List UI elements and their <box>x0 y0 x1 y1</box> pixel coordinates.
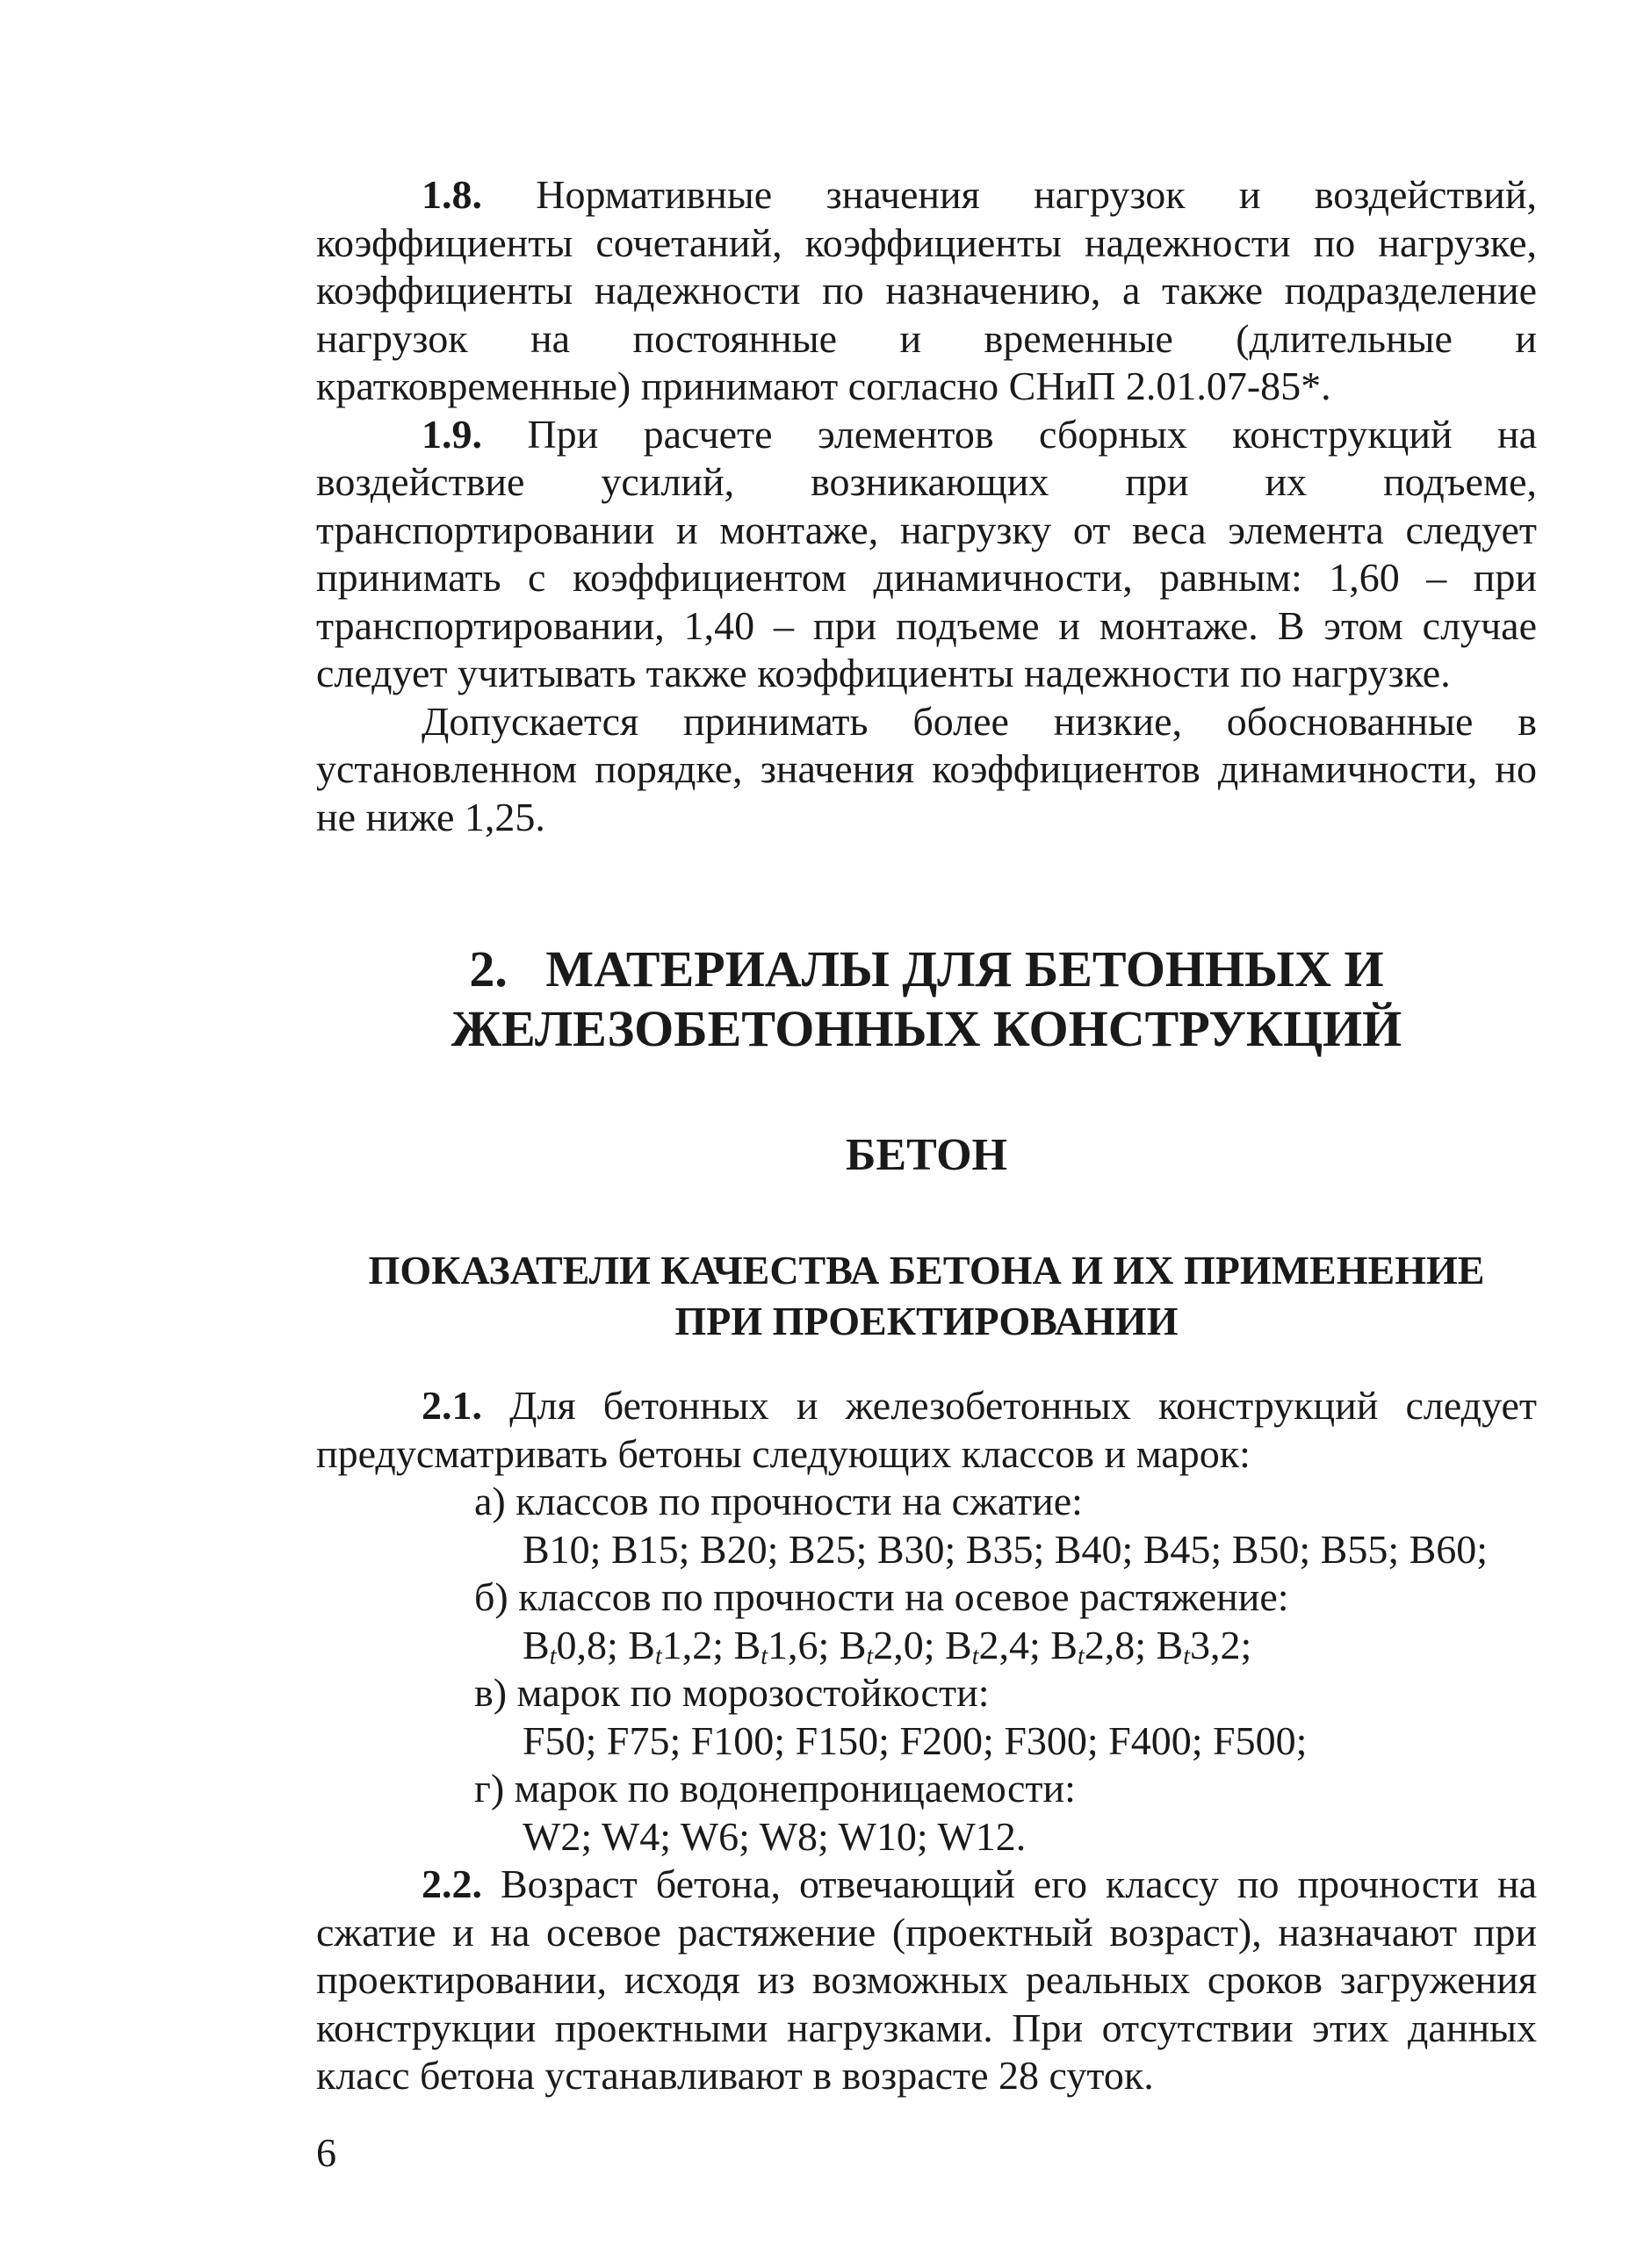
tensile-class-value: $B_t0,8$; <box>523 1622 629 1670</box>
list-item-a: а) классов по прочности на сжатие: <box>474 1479 1083 1523</box>
paragraph-text: Нормативные значения нагрузок и воздействий, коэффициенты сочетаний, коэффициенты надежности по нагрузке, коэффициенты надежности по назначению, а также подразделение нагрузок на постоянные и временные (длительные и кратковременные) принимают согласно СНиП 2.01.07-85*. <box>316 172 1537 408</box>
subsection-title-line-2: ПРИ ПРОЕКТИРОВАНИИ <box>674 1299 1179 1343</box>
chapter-title <box>316 940 1537 1059</box>
tensile-class-value: $B_t3,2$; <box>1156 1622 1252 1670</box>
paragraph-2-1 <box>316 1382 1537 1478</box>
subsection-title-line-1: ПОКАЗАТЕЛИ КАЧЕСТВА БЕТОНА И ИХ ПРИМЕНЕНИЕ <box>368 1248 1485 1292</box>
chapter-title-line-1: 2. МАТЕРИАЛЫ ДЛЯ БЕТОННЫХ И <box>469 940 1384 997</box>
document-page <box>316 171 1537 2100</box>
list-values-b <box>316 1622 1537 1670</box>
clause-number: 2.1. <box>422 1383 482 1428</box>
paragraph-1-8 <box>316 171 1537 411</box>
paragraph-1-9-continuation <box>316 698 1537 842</box>
list-values-a: В10; В15; В20; В25; В30; В35; В40; В45; В50; В55; В60; <box>523 1526 1489 1572</box>
list-item-d: г) марок по водонепроницаемости: <box>474 1766 1076 1811</box>
list-item-c: в) марок по морозостойкости: <box>474 1670 990 1715</box>
paragraph-1-9 <box>316 411 1537 698</box>
paragraph-text: Для бетонных и железобетонных конструкций следует предусматривать бетоны следующих классов и марок: <box>316 1383 1537 1476</box>
tensile-class-value: $B_t2,0$; <box>839 1622 945 1670</box>
list-values-c: F50; F75; F100; F150; F200; F300; F400; F500; <box>523 1717 1308 1763</box>
paragraph-text: Возраст бетона, отвечающий его классу по прочности на сжатие и на осевое растяжение (проектный возраст), назначают при проектировании, исходя из возможных реальных сроков загружения конструкции проектными нагрузками. При отсутствии этих данных класс бетона устанавливают в возрасте 28 суток. <box>316 1861 1537 2098</box>
list-values-d: W2; W4; W6; W8; W10; W12. <box>523 1813 1027 1859</box>
subsection-title <box>316 1245 1537 1347</box>
chapter-title-line-2: ЖЕЛЕЗОБЕТОННЫХ КОНСТРУКЦИЙ <box>451 1000 1402 1057</box>
tensile-class-value: $B_t2,4$; <box>945 1622 1051 1670</box>
paragraph-2-2 <box>316 1861 1537 2100</box>
page-number: 6 <box>316 2130 336 2175</box>
section-title: БЕТОН <box>846 1130 1007 1180</box>
tensile-class-value: $B_t1,6$; <box>733 1622 840 1670</box>
clause-number: 2.2. <box>422 1861 482 1906</box>
clause-number: 1.8. <box>422 172 482 217</box>
tensile-class-value: $B_t2,8$; <box>1050 1622 1157 1670</box>
paragraph-text: При расчете элементов сборных конструкций на воздействие усилий, возникающих при их подъеме, транспортировании и монтаже, нагрузку от веса элемента следует принимать с коэффициентом динамичности, равным: 1,60 – при транспортировании, 1,40 – при подъеме и монтаже. В этом случае следует учитывать также коэффициенты надежности по нагрузке. <box>316 411 1537 695</box>
tensile-class-value: $B_t1,2$; <box>628 1622 734 1670</box>
list-item-b: б) классов по прочности на осевое растяжение: <box>474 1574 1289 1619</box>
clause-number: 1.9. <box>422 411 482 457</box>
paragraph-text: Допускается принимать более низкие, обоснованные в установленном порядке, значения коэффициентов динамичности, но не ниже 1,25. <box>316 698 1537 839</box>
